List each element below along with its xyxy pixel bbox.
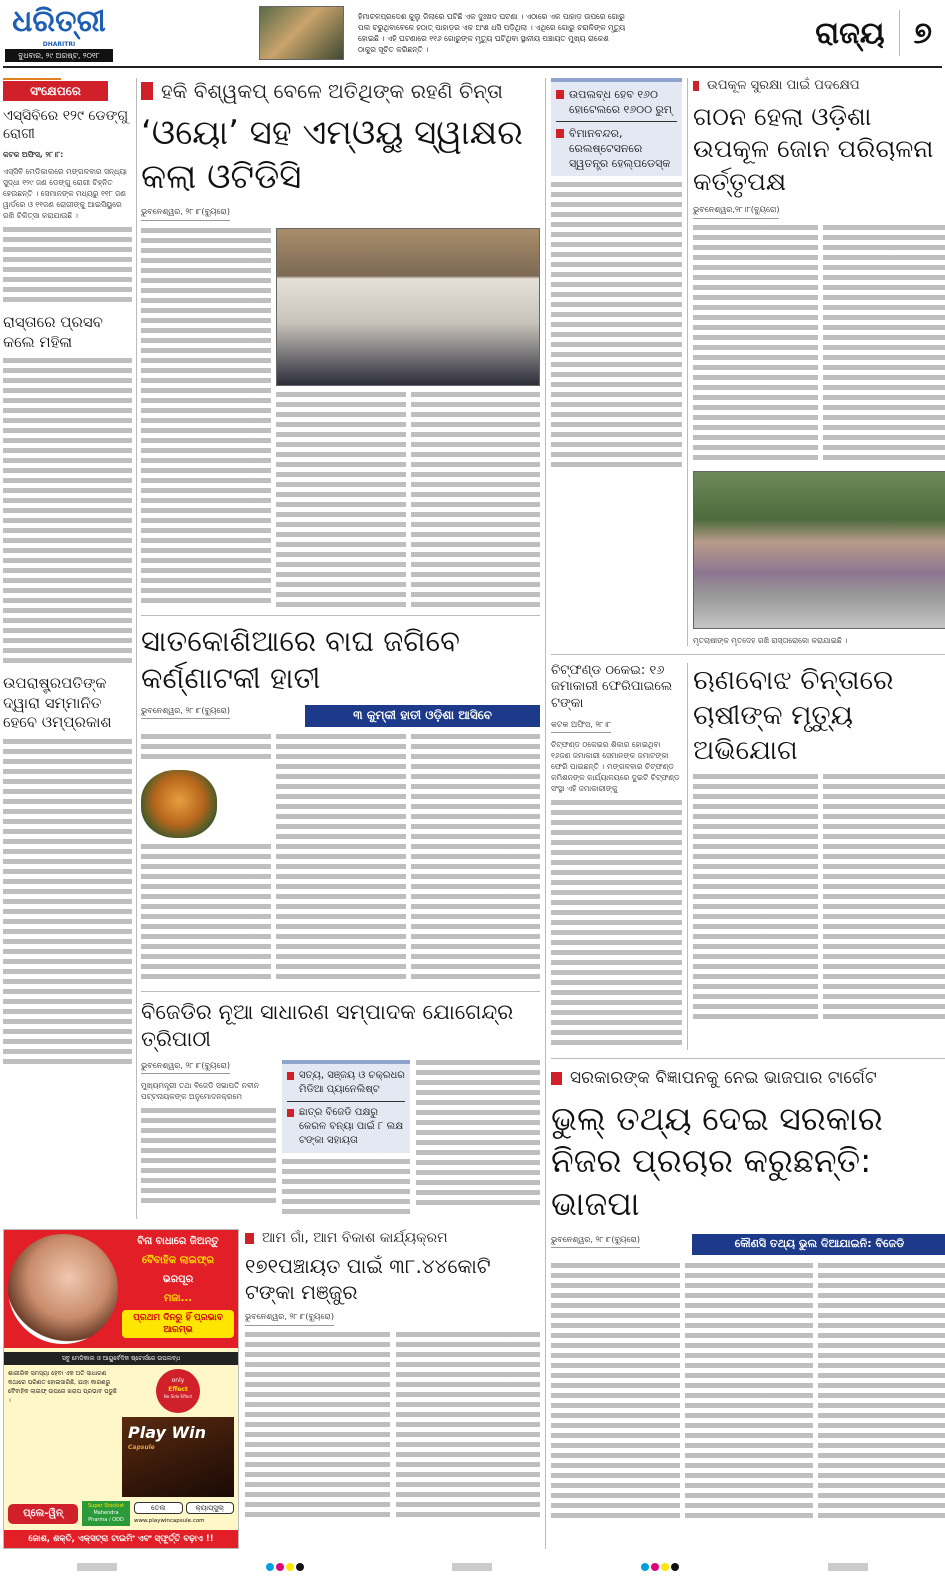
coastal-kicker-text: ଉପକୂଳ ସୁରକ୍ଷା ପାଇଁ ପଦକ୍ଷେପ xyxy=(707,78,860,93)
highlight-item: ସତ୍ୟ, ସଞ୍ଜୟ ଓ ଚକ୍ରଧର ମିଡିଆ ପ୍ୟାନେଲିଷ୍ଟ xyxy=(287,1069,405,1097)
highlight-item: ଛାତ୍ର ବିଜେଡି ପକ୍ଷରୁ କେରଳ ବନ୍ୟା ପାଇଁ ୮ ଲକ୍ଷ ଟଙ୍କା ସହାୟତା xyxy=(287,1106,405,1148)
satkosia-banner: ୩ କୁମ୍‌କୀ ହାତୀ ଓଡ଼ିଶା ଆସିବେ xyxy=(305,705,540,727)
panchayat-byline: ଭୁବନେଶ୍ୱର, ୨୮।୮(ବ୍ୟୁରୋ) xyxy=(245,1311,334,1325)
couple-photo xyxy=(8,1234,118,1344)
page-number: ୭ xyxy=(913,15,932,51)
bjd-byline: ଭୁବନେଶ୍ୱର, ୨୮।୮(ବ୍ୟୁରୋ) xyxy=(141,1060,230,1074)
lead-kicker-text: ହକି ବିଶ୍ୱକପ୍ ବେଳେ ଅତିଥିଙ୍କ ରହଣି ଚିନ୍ତା xyxy=(161,79,503,103)
bjp-kicker xyxy=(551,1067,945,1089)
ad-headline-line: ବୈବାହିକ ଲାଇଫ୍‌ର xyxy=(141,1255,214,1267)
masthead-rule xyxy=(3,66,942,68)
bjd-highlights xyxy=(282,1060,410,1153)
ad-headline-line: ମଜା... xyxy=(163,1293,193,1305)
bjp-headline: ଭୁଲ୍ ତଥ୍ୟ ଦେଇ ସରକାର ନିଜର ପ୍ରଚାର କରୁଛନ୍ତି: ଭାଜପା xyxy=(551,1098,883,1224)
ad-badge: ପ୍ରଥମ ଦିନରୁ ହିଁ ପ୍ରଭାବ ଆରମ୍ଭ xyxy=(122,1310,234,1338)
protest-photo xyxy=(693,471,945,629)
section-name: ରାଜ୍ୟ xyxy=(815,15,885,51)
coastal-byline: ଭୁବନେଶ୍ୱର,୨୮।୮(ବ୍ୟୁରୋ) xyxy=(693,204,779,218)
bjd-headline: ବିଜେଡିର ନୂଆ ସାଧାରଣ ସମ୍ପାଦକ ଯୋଗେନ୍ଦ୍ର ତ୍ରିପାଠୀ xyxy=(141,999,514,1051)
lead-highlights xyxy=(551,78,682,176)
satkosia-headline: ସାତକୋଶିଆରେ ବାଘ ଜଗିବେ କର୍ଣ୍ଣାଟକୀ ହାତୀ xyxy=(141,623,460,696)
masthead-logo-sub: DHARITRI xyxy=(42,41,76,48)
ad-stockist: Super Stockist Mahendra Pharma / ODD xyxy=(82,1501,130,1526)
highlight-item: ବିମାନବନ୍ଦର, ରେଲଷ୍ଟେସନରେ ସ୍ୱତନ୍ତ୍ର ହେଲ୍ପଡେସ୍କ xyxy=(556,126,677,171)
top-photo xyxy=(259,6,344,60)
ad-headline-line: ଭରପୂର xyxy=(162,1274,194,1286)
ad-effect-badge: only Effect No Side Effect xyxy=(156,1369,200,1413)
lead-headline: ‘ଓୟୋ’ ସହ ଏମ୍‌ଓୟୁ ସ୍ୱାକ୍ଷର କଲା ଓଟିଡିସି xyxy=(141,113,523,198)
issue-date: ବୁଧବାର, ୨୯ ଅଗଷ୍ଟ, ୨୦୧୮ xyxy=(5,49,113,62)
bjp-kicker-text: ସରକାରଙ୍କ ବିଜ୍ଞାପନକୁ ନେଇ ଭାଜପାର ଟାର୍ଗେଟ xyxy=(570,1068,877,1089)
brief-headline: ରାସ୍ତାରେ ପ୍ରସବ କଲେ ମହିଳା xyxy=(3,313,103,351)
capsule-button: କ୍ୟାପ୍‌ସୁଲ୍ xyxy=(186,1502,235,1514)
farmer-headline: ଋଣବୋଝ ଚିନ୍ତାରେ ଚାଷୀଙ୍କ ମୃତ୍ୟୁ ଅଭିଯୋଗ xyxy=(693,664,894,766)
briefs-column xyxy=(3,78,132,1069)
masthead xyxy=(3,4,942,62)
registration-marks xyxy=(3,1557,942,1577)
photo-caption: ମୃତଚାଷୀଙ୍କ ମୃତଦେହ ରଖି ରାସ୍ତାରୋକୋ କରାଯାଇଛି । xyxy=(693,635,848,645)
chitfund-byline: କଟକ ଅଫିସ, ୨୮।୮ xyxy=(551,719,611,733)
highlight-item: ଉପଲବ୍ଧ ହେବ ୧୬୦ ହୋଟେଲରେ ୧୬୦୦ ରୁମ୍ xyxy=(556,87,677,117)
mou-photo xyxy=(276,228,540,386)
panchayat-headline: ୧୭୧ପଞ୍ଚାୟତ ପାଇଁ ୩୮.୪୪କୋଟି ଟଙ୍କା ମଞ୍ଜୁର xyxy=(245,1254,491,1305)
ad-strip: ସବୁ ମେଡିକାଲ ଓ ଆୟୁର୍ବେଦିକ ଷ୍ଟୋର୍ସରେ ଉପଲବ୍ଧ xyxy=(4,1352,238,1365)
chitfund-headline: ଚିଟ୍‌ଫଣ୍ଡ ଠକେଇ: ୧୬ ଜମାକାରୀ ଫେରିପାଇଲେ ଟଙ୍କା xyxy=(551,662,673,712)
top-blurb: ହିମାଚଳପ୍ରଦେଶ କୁଲୁ ଜିଲାରେ ଘଟିଛି ଏକ ଦୁଃଖଦ ଘଟଣା । ଏଠାରେ ଏକ ପାହାଡ଼ ଉପରେ ଗୋରୁ ପଲ ଚରୁଥିବାବେଳେ ହଠାତ୍ ପାହାଡ଼ର ଏକ ଅଂଶ ଧସି ପଡ଼ିଥିଲା । ଏଥିରେ ଗୋରୁ ଚରାଳିଙ୍କ ମୃତ୍ୟୁ ହୋଇଛି । ଏହି ଘଟଣାରେ ୧୧୬ ଗୋରୁଙ୍କ ମୃତ୍ୟୁ ଘଟିଥିବା ସ୍ଥାନୀୟ ପଞ୍ଚାୟତ ମୁଖ୍ୟ ରାକେଶ ଠାକୁର ସୂଚିତ କରିଛନ୍ତି । xyxy=(358,12,626,54)
coastal-headline: ଗଠନ ହେଲା ଓଡ଼ିଶା ଉପକୂଳ ଜୋନ ପରିଚାଳନା କର୍ତ୍ତୃପକ୍ଷ xyxy=(693,101,934,196)
brief-dateline: କଟକ ଅଫିସ, ୨୮।୮: xyxy=(3,150,64,160)
ad-footer: ଜୋଶ, ଶକ୍ତି, ଏକ୍ସଟ୍ରା ଟାଇମିଂ ଏବଂ ସ୍ଫୂର୍ତ୍ତି ବଢ଼ାଏ !! xyxy=(4,1530,238,1548)
ad-brand: ପ୍ଲେ-ୱିନ୍ xyxy=(8,1504,78,1524)
satkosia-byline: ଭୁବନେଶ୍ୱର, ୨୮।୮(ବ୍ୟୁରୋ) xyxy=(141,705,230,719)
playwin-ad xyxy=(3,1229,239,1549)
bjd-snippet: ମୁଖ୍ୟମନ୍ତ୍ରୀ ତଥା ବିଜେଡି ସଭାପତି ନବୀନ ପଟ୍ଟନାୟକଙ୍କ ଅନୁମୋଦନକ୍ରମେ xyxy=(141,1081,259,1102)
bjp-byline: ଭୁବନେଶ୍ୱର, ୨୮।୮(ବ୍ୟୁରୋ) xyxy=(551,1234,640,1248)
lead-byline: ଭୁବନେଶ୍ୱର, ୨୮।୮(ବ୍ୟୁରୋ) xyxy=(141,206,230,220)
panchayat-kicker xyxy=(245,1229,540,1247)
bjp-banner: କୌଣସି ତଥ୍ୟ ଭୁଲ ଦିଆଯାଇନି: ବିଜେଡି xyxy=(692,1234,945,1254)
masthead-logo: ଧରିତ୍ରୀ xyxy=(12,4,106,39)
panchayat-kicker-text: ଆମ ଗାଁ, ଆମ ବିକାଶ କାର୍ଯ୍ୟକ୍ରମ xyxy=(262,1230,448,1247)
chitfund-snippet: ଚିଟ୍‌ଫଣ୍ଡ ଠକେଇର ଶିକାର ହୋଇଥିବା ୧୬ଜଣ ଜମାକାରୀ ସେମାନଙ୍କ ଜମାଟଙ୍କା ଫେରି ପାଇଛନ୍ତି । ମଙ୍ଗଳବାର ଚିଟ୍‌ଫଣ୍ଡ କମିଶନଙ୍କ କାର୍ଯ୍ୟାଳୟରେ ଦୁଇଟି ଚିଟ୍‌ଫଣ୍ଡ ସଂସ୍ଥା ଏହି ଜମାକାରୀଙ୍କୁ xyxy=(551,740,680,794)
ad-headline-line: ବିନା ବାଧାରେ ଜିଅନ୍ତୁ xyxy=(137,1236,219,1248)
page-body xyxy=(3,78,942,1549)
ad-url: www.playwincapsule.com xyxy=(134,1518,205,1525)
brief-headline: ଏସ୍‌ସିବିରେ ୧୨୯ ଡେଙ୍ଗୁ ରୋଗୀ xyxy=(3,108,129,143)
briefs-tag: ସଂକ୍ଷେପରେ xyxy=(3,81,108,101)
coastal-kicker xyxy=(693,78,945,95)
lead-kicker xyxy=(141,78,540,104)
product-box: Play Win Capsule xyxy=(122,1417,234,1497)
oil-button: ତେଲ xyxy=(134,1502,183,1514)
brief-headline: ଉପରାଷ୍ଟ୍ରପତିଙ୍କ ଦ୍ୱାରା ସମ୍ମାନିତ ହେବେ ଓମ୍‌ପ୍ରକାଶ xyxy=(3,674,112,732)
ad-body: ଶାରୀରିକ ସମସ୍ୟା ହେବା ଏକ ଅତି ସାଧାରଣ କଥାରେ ପରିଣତ ହୋଇସାରିଛି, ଯାହା କାରଣରୁ ବୈବାହିକ ଲାଇଫ୍ ଉପରେ ଖରାପ ପ୍ରଭାବ ପଡୁଛି । xyxy=(8,1370,117,1405)
brief-snippet: ଏସ୍‌ସିବି ମେଡିକାଲରେ ମଙ୍ଗଳବାର ସନ୍ଧ୍ୟା ସୁଦ୍ଧା ୧୨୯ ଜଣ ଡେଙ୍ଗୁ ରୋଗୀ ଚିହ୍ନିତ ହେଉଛନ୍ତି । ସେମାନଙ୍କ ମଧ୍ୟରୁ ୧୧୮ ଜଣ ୱାର୍ଡରେ ଓ ୧୧ଜଣ ରୋଗୀଙ୍କୁ ଆଇସିୟୁରେ ରଖି ଚିକିତ୍ସା କରାଯାଉଛି । xyxy=(3,167,128,221)
tiger-photo xyxy=(141,770,217,838)
